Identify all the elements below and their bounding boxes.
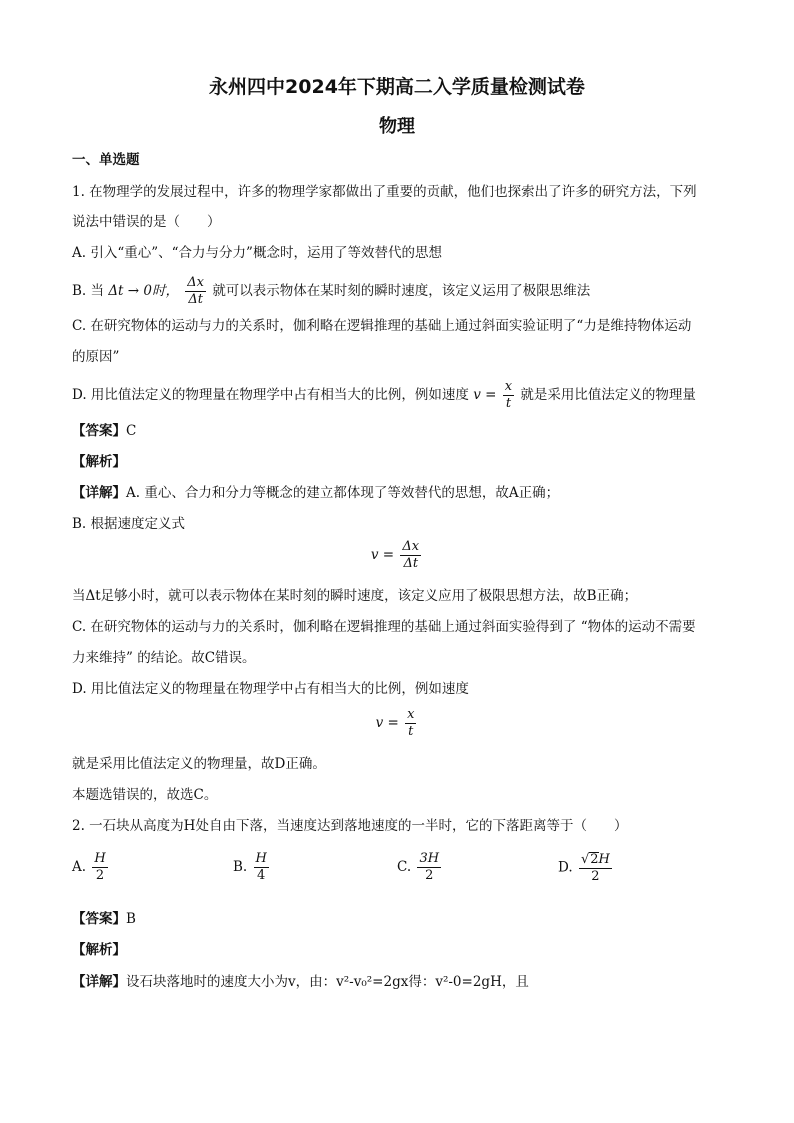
q2-detail (72, 972, 732, 992)
q1-detail-b2: 当Δt足够小时，就可以表示物体在某时刻的瞬时速度，该定义应用了极限思想方法，故B正确； (72, 588, 638, 604)
option-label: C. (397, 859, 412, 875)
fraction-denominator: 4 (257, 868, 266, 883)
equation-fraction (405, 708, 416, 739)
answer-value: C (126, 423, 137, 439)
fraction-numerator: Δx (187, 275, 205, 290)
option-label: A. (72, 859, 87, 875)
equation-lhs: v = (370, 547, 395, 563)
equation-lhs: v = (375, 715, 399, 731)
q2-stem: 2. 一石块从高度为H处自由下落，当速度达到落地速度的一半时，它的下落距离等于（ ） (72, 818, 628, 834)
option-label: D. (558, 859, 573, 876)
fraction-denominator: t (505, 396, 512, 411)
subject-title: 物理 (379, 116, 415, 137)
q1-detail-a (72, 483, 732, 503)
q1-option-c-line2: 的原因” (72, 349, 120, 365)
q1-option-b-limit: Δt → 0时， (108, 283, 179, 299)
detail-label: 【详解】 (72, 485, 126, 501)
fraction-numerator: 3H (419, 851, 440, 866)
q2-options (72, 852, 732, 892)
fraction-numerator: Δx (402, 539, 420, 554)
q2-option-c (397, 852, 443, 883)
fraction-denominator: 2 (591, 869, 600, 884)
answer-label: 【答案】 (72, 423, 126, 439)
q1-option-b-fraction (185, 276, 206, 307)
q1-option-d-post: 就是采用比值法定义的物理量 (520, 387, 696, 403)
fraction-numerator (579, 852, 612, 869)
fraction-numerator: x (407, 707, 415, 722)
q1-detail-d1: D. 用比值法定义的物理量在物理学中占有相当大的比例，例如速度 (72, 681, 469, 697)
fraction-numerator: H (94, 851, 106, 866)
q1-option-b (72, 276, 732, 307)
q2-option-a (72, 852, 110, 883)
q1-conclusion: 本题选错误的，故选C。 (72, 787, 218, 803)
fraction-denominator: Δt (188, 292, 203, 307)
q1-stem-line1: 1. 在物理学的发展过程中，许多的物理学家都做出了重要的贡献，他们也探索出了许多的研究方法，下列 (72, 184, 697, 200)
q1-option-d (72, 380, 732, 411)
q1-option-d-fraction (503, 380, 514, 411)
detail-text: A. 重心、合力和分力等概念的建立都体现了等效替代的思想，故A正确； (126, 485, 560, 501)
equation-velocity-ratio (0, 708, 794, 739)
fraction-numerator: x (504, 379, 513, 394)
q1-detail-b1: B. 根据速度定义式 (72, 516, 186, 532)
detail-text: 设石块落地时的速度大小为v，由：v²-v₀²=2gx得：v²-0=2gH，且 (126, 974, 529, 990)
fraction-denominator: 2 (425, 868, 434, 883)
option-fraction (254, 852, 269, 883)
sqrt-radicand: 2 (590, 852, 599, 867)
q1-detail-c2: 力来维持” 的结论。故C错误。 (72, 650, 256, 666)
q2-option-b (233, 852, 271, 883)
q1-detail-c1: C. 在研究物体的运动与力的关系时，伽利略在逻辑推理的基础上通过斜面实验得到了 “物体的运动不需要 (72, 619, 696, 635)
q1-analysis-label: 【解析】 (72, 454, 126, 470)
section-heading: 一、单选题 (72, 152, 140, 168)
q1-option-d-v: v = (473, 387, 497, 403)
q2-answer (72, 909, 732, 929)
fraction-denominator: 2 (95, 868, 105, 883)
numerator-rest: H (598, 852, 610, 867)
option-fraction (579, 852, 612, 884)
fraction-numerator: H (255, 851, 267, 866)
equation-fraction (400, 540, 421, 571)
q1-option-b-pre: B. 当 (72, 283, 105, 299)
option-fraction (92, 852, 107, 883)
fraction-denominator: t (408, 724, 414, 739)
fraction-denominator: Δt (403, 556, 419, 571)
q1-option-a: A. 引入“重心”、“合力与分力”概念时，运用了等效替代的思想 (72, 245, 442, 261)
sqrt-icon: √ (580, 852, 590, 867)
equation-velocity-definition (0, 540, 794, 571)
q2-option-d (558, 852, 614, 884)
option-fraction (417, 852, 441, 883)
q1-answer (72, 421, 732, 441)
q1-option-d-pre: D. 用比值法定义的物理量在物理学中占有相当大的比例，例如速度 (72, 387, 469, 403)
answer-label: 【答案】 (72, 911, 126, 927)
q1-stem-line2: 说法中错误的是（ ） (72, 214, 221, 230)
q1-detail-d2: 就是采用比值法定义的物理量，故D正确。 (72, 756, 326, 772)
exam-title: 永州四中2024年下期高二入学质量检测试卷 (209, 76, 585, 98)
q2-analysis-label: 【解析】 (72, 942, 126, 958)
q1-option-c-line1: C. 在研究物体的运动与力的关系时，伽利略在逻辑推理的基础上通过斜面实验证明了“力是维持物体运动 (72, 318, 692, 334)
option-label: B. (233, 859, 248, 875)
answer-value: B (126, 911, 136, 927)
detail-label: 【详解】 (72, 974, 126, 990)
q1-option-b-post: 就可以表示物体在某时刻的瞬时速度，该定义运用了极限思维法 (212, 283, 591, 299)
